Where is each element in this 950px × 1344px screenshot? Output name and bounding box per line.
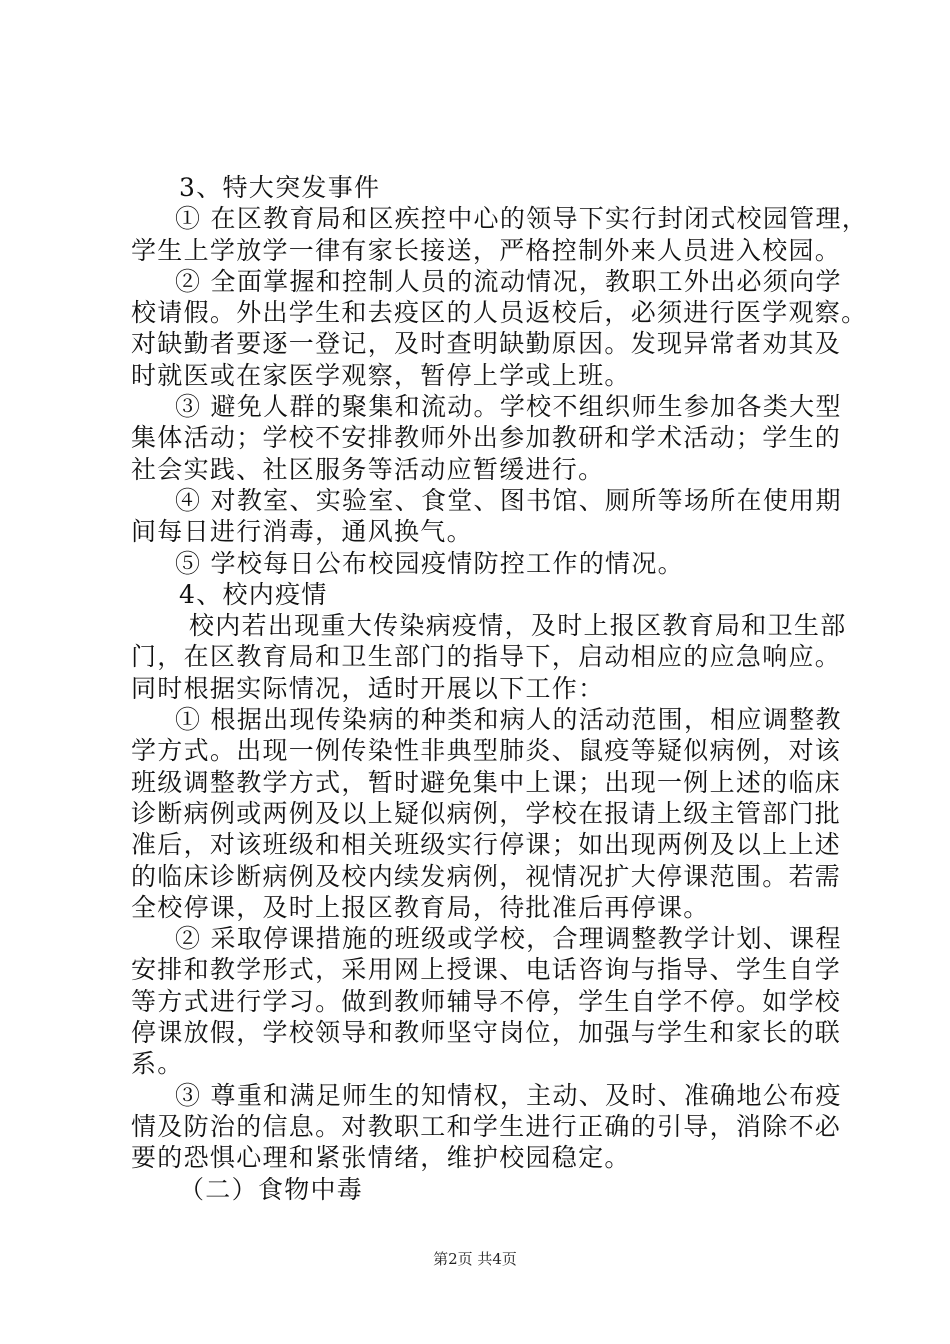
text-line: 停课放假，学校领导和教师坚守岗位，加强与学生和家长的联 [131, 1018, 842, 1048]
text-line: ③ 避免人群的聚集和流动。学校不组织师生参加各类大型 [175, 392, 842, 422]
text-line: 诊断病例或两例及以上疑似病例，学校在报请上级主管部门批 [131, 798, 842, 828]
text-line: 4、校内疫情 [179, 579, 328, 609]
text-line: 社会实践、社区服务等活动应暂缓进行。 [131, 454, 605, 484]
text-line: 的临床诊断病例及校内续发病例，视情况扩大停课范围。若需 [131, 861, 842, 891]
text-line: 等方式进行学习。做到教师辅导不停，学生自学不停。如学校 [131, 986, 842, 1016]
text-line: 学生上学放学一律有家长接送，严格控制外来人员进入校园。 [131, 235, 842, 265]
page-number-footer: 第2页 共4页 [433, 1250, 517, 1268]
text-line: 校请假。外出学生和去疫区的人员返校后，必须进行医学观察。 [131, 298, 868, 328]
text-line: 班级调整教学方式，暂时避免集中上课；出现一例上述的临床 [131, 767, 842, 797]
text-line: ① 在区教育局和区疾控中心的领导下实行封闭式校园管理， [175, 204, 869, 234]
text-line: ② 采取停课措施的班级或学校，合理调整教学计划、课程 [175, 924, 842, 954]
text-line: 同时根据实际情况，适时开展以下工作： [131, 673, 605, 703]
text-line: 要的恐惧心理和紧张情绪，维护校园稳定。 [131, 1143, 631, 1173]
text-line: 系。 [131, 1049, 184, 1079]
text-line: ④ 对教室、实验室、食堂、图书馆、厕所等场所在使用期 [175, 485, 842, 515]
text-line: 校内若出现重大传染病疫情，及时上报区教育局和卫生部 [189, 611, 847, 641]
text-line: ③ 尊重和满足师生的知情权，主动、及时、准确地公布疫 [175, 1080, 842, 1110]
text-line: 情及防治的信息。对教职工和学生进行正确的引导，消除不必 [131, 1111, 842, 1141]
text-line: （二）食物中毒 [179, 1174, 364, 1204]
document-body [131, 172, 869, 1205]
text-line: 安排和教学形式，采用网上授课、电话咨询与指导、学生自学 [131, 955, 842, 985]
text-line: 准后，对该班级和相关班级实行停课；如出现两例及以上上述 [131, 830, 842, 860]
text-line: 全校停课，及时上报区教育局，待批准后再停课。 [131, 892, 710, 922]
text-line: 3、特大突发事件 [179, 173, 381, 202]
text-line: 对缺勤者要逐一登记，及时查明缺勤原因。发现异常者劝其及 [131, 329, 842, 359]
text-line: ② 全面掌握和控制人员的流动情况，教职工外出必须向学 [175, 266, 842, 296]
text-line: 学方式。出现一例传染性非典型肺炎、鼠疫等疑似病例，对该 [131, 736, 842, 766]
text-line: 集体活动；学校不安排教师外出参加教研和学术活动；学生的 [131, 423, 842, 453]
text-line: 时就医或在家医学观察，暂停上学或上班。 [131, 360, 631, 390]
text-line: 门，在区教育局和卫生部门的指导下，启动相应的应急响应。 [131, 642, 842, 672]
text-line: 间每日进行消毒，通风换气。 [131, 517, 473, 547]
text-line: ⑤ 学校每日公布校园疫情防控工作的情况。 [175, 548, 684, 578]
text-line: ① 根据出现传染病的种类和病人的活动范围，相应调整教 [175, 705, 842, 735]
